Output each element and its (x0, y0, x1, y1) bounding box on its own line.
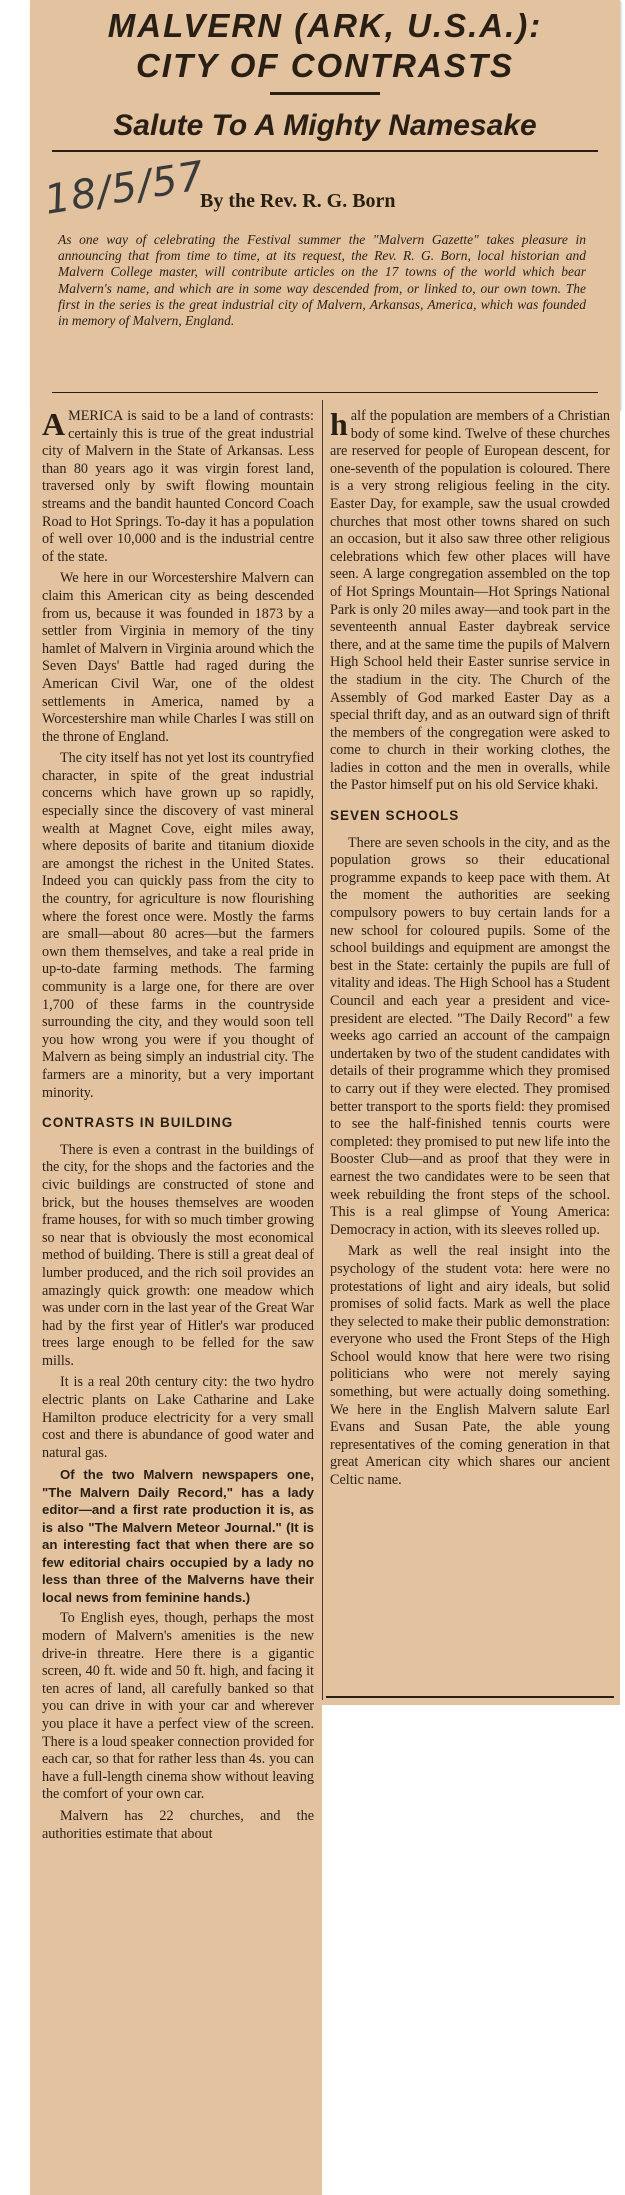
article-paragraph: To English eyes, though, perhaps the most modern of Malvern's amenities is the new drive-in threatre. Here there is a gigantic screen, 40 ft. wide and 50 ft. high, and facing it ten acres of land, all carefully banked so that you can drive in with your car and wherever you place it have a perfect view of the screen. There is a loud speaker connection provided for each car, so that for rather less than 4s. you can have a full-length cinema show without leaving the comfort of your own car. (42, 1610, 314, 1803)
article-paragraph: Malvern has 22 churches, and the authorities estimate that about (42, 1807, 314, 1842)
section-heading: CONTRASTS IN BUILDING (42, 1115, 234, 1131)
handwritten-date: 18/5/57 (41, 153, 208, 224)
intro-rule (52, 392, 598, 393)
intro-paragraph: As one way of celebrating the Festival summer the "Malvern Gazette" takes pleasure in announcing that from time to time, at its request, the Rev. R. G. Born, local historian and Malvern College master, will contribute articles on the 17 towns of the world which bear Malvern's name, and which are in some way descended from, or linked to, our own town. The first in the series is the great industrial city of Malvern, Arkansas, America, which was founded in memory of Malvern, England. (58, 232, 586, 329)
article-paragraph: We here in our Worcestershire Malvern can claim this American city as being descended from us, because it was founded in 1873 by a settler from Virginia in memory of the tiny hamlet of Malvern in Virginia around which the Seven Days' Battle had raged during the American Civil War, one of the oldest settlements in America, named by a Worcestershire man while Charles I was still on the throne of England. (42, 570, 314, 745)
article-paragraph: half the population are members of a Christian body of some kind. Twelve of these churches are reserved for people of European descent, for one-seventh of the population is coloured. There is a very strong religious feeling in the city. Easter Day, for example, saw the usual crowded churches that most other towns shared on such an occasion, but it also saw three other religious celebrations which few other places will have seen. A large congregation assembled on the top of Hot Springs Mountain—Hot Springs National Park is only 20 miles away—and took part in the seventeenth annual Easter daybreak service there, and at the same time the pupils of Malvern High School held their Easter sunrise service in the stadium in the city. The Church of the Assembly of God marked Easter Day as a special thrift day, and as an outward sign of thrift the members of the congregation were asked to come to church in their working clothes, the ladies in cotton and the men in overalls, while the Pastor himself put on his old Service khaki. (330, 406, 610, 794)
section-heading: SEVEN SCHOOLS (330, 808, 460, 824)
article-paragraph: AMERICA is said to be a land of contrasts: certainly this is true of the great industrial city of Malvern in the State of Arkansas. Less than 80 years ago it was virgin forest land, traversed only by swift flowing mountain streams and the bandit haunted Concord Coach Road to Hot Springs. To-day it has a population of well over 10,000 and is the industrial centre of the state. (42, 406, 314, 565)
subheadline: Salute To A Mighty Namesake (113, 109, 537, 142)
headline-line-1: MALVERN (ARK, U.S.A.): (107, 7, 543, 44)
article-paragraph: There is even a contrast in the buildings of the city, for the shops and the factories and the civic buildings are constructed of stone and brick, but the houses themselves are wooden frame houses, for with so much timber growing so near that is obviously the most economical method of building. There is still a great deal of lumber produced, and the rich soil provides an amazingly quick growth: one meadow which was under corn in the last year of the Great War had by the first year of Hitler's war produced trees large enough to be felled for the saw mills. (42, 1141, 314, 1369)
headline-line-2: CITY OF CONTRASTS (135, 47, 515, 84)
article-paragraph-bold: Of the two Malvern newspapers one, "The Malvern Daily Record," has a lady editor—and a first rate production it is, as is also "The Malvern Meteor Journal." (It is an interesting fact that when there are so few editorial chairs occupied by a lady no less than three of the Malverns have their local news from feminine hands.) (42, 1467, 314, 1605)
article-paragraph: Mark as well the real insight into the psychology of the student vota: here were no protestations of light and airy ideals, but solid promises of solid facts. Mark as well the place they selected to make their public demonstration: everyone who used the Front Steps of the High School would know that here were two rising politicians who were not merely saying something, but were actually doing something. We here in the English Malvern salute Earl Evans and Susan Pate, the able young representatives of the coming generation in that great American city which shares our ancient Celtic name. (330, 1243, 610, 1489)
left-column (42, 408, 314, 1847)
column-divider (322, 400, 323, 1700)
article-paragraph: The city itself has not yet lost its countryfied character, in spite of the great industrial concerns which have grown up so rapidly, especially since the discovery of vast mineral wealth at Magnet Cove, eight miles away, where deposits of barite and titanium dioxide are amongst the richest in the United States. Indeed you can quickly pass from the city to the country, for agriculture is now flourishing where the forest once were. Mostly the farms are small—about 80 acres—but the farmers own them themselves, and take a real pride in up-to-date farming methods. The farming community is a large one, for there are over 1,700 of these farms in the countryside surrounding the city, and they would soon tell you how wrong you were if you thought of Malvern as being simply an industrial city. The farmers are a minority, but a very important minority. (42, 750, 314, 1101)
right-column (330, 408, 610, 1494)
byline: By the Rev. R. G. Born (200, 190, 396, 212)
article-paragraph: It is a real 20th century city: the two hydro electric plants on Lake Catharine and Lake Hamilton produce electricity for a very small cost and there is abundance of good water and natural gas. (42, 1374, 314, 1461)
article-paragraph: There are seven schools in the city, and as the population grows so their educational programme expands to keep pace with them. At the moment the authorities are seeking compulsory powers to buy certain lands for a new school for coloured pupils. Some of the school buildings and equipment are amongst the best in the State: certainly the pupils are full of vitality and ideas. The High School has a Student Council and each year a president and vice-president are elected. "The Daily Record" a few weeks ago carried an account of the campaign undertaken by two of the student candidates with details of their programme which they promised to carry out if they were elected. They promised better transport to the sports field: they promised to see the half-finished tennis courts were completed: they promised to put new life into the Booster Club—and as proof that they were in earnest the two candidates were to be seen that week rebuilding the front steps of the school. This is a real glimpse of Young America: Democracy in action, with its sleeves rolled up. (330, 834, 610, 1238)
subheadline-rule (52, 150, 598, 152)
right-column-end-rule (326, 1696, 614, 1698)
headline-rule (270, 92, 380, 95)
